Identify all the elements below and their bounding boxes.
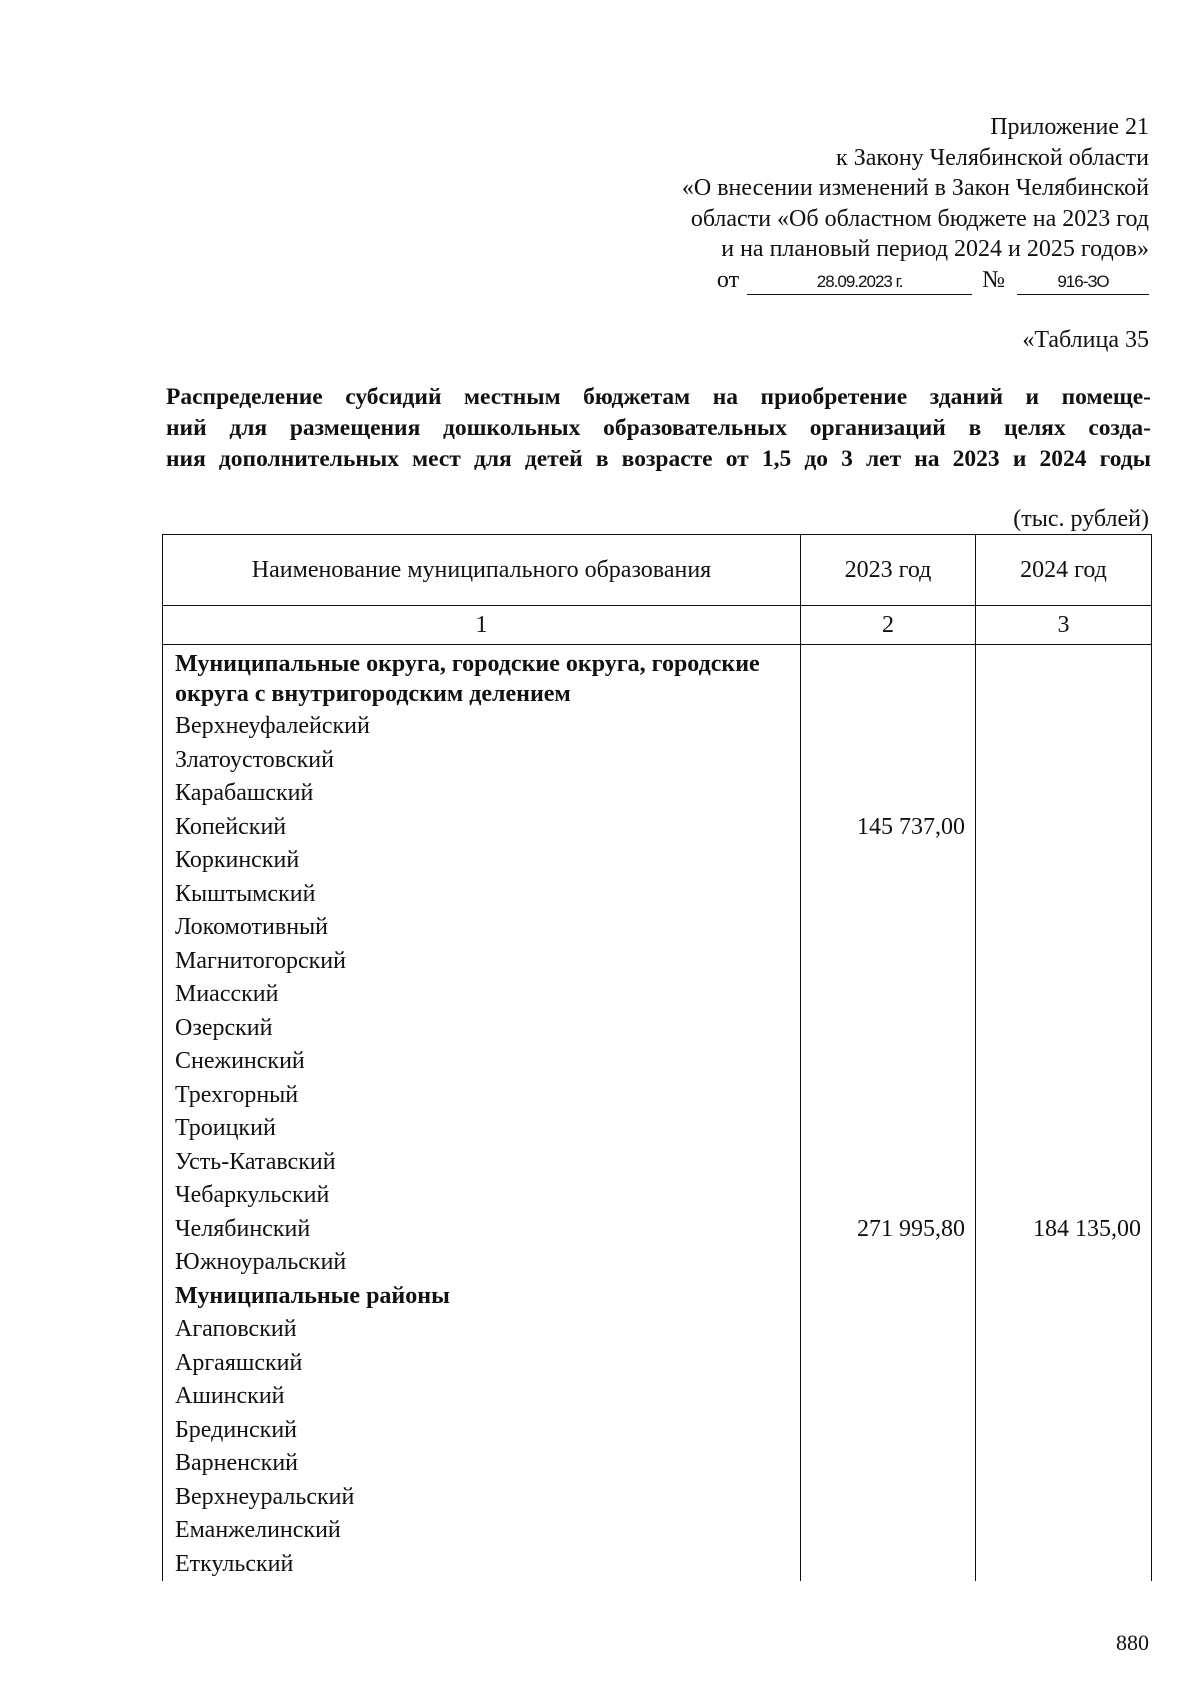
units-label: (тыс. рублей) xyxy=(1013,506,1149,532)
value-2023-cell xyxy=(801,945,975,979)
municipality-name: Верхнеуфалейский xyxy=(175,713,370,739)
value-2024-cell xyxy=(976,1447,1151,1481)
value-2024-cell xyxy=(976,911,1151,945)
municipality-name: Кыштымский xyxy=(175,880,316,907)
value-2023-cell xyxy=(801,1481,975,1515)
municipality-name: Брединский xyxy=(175,1416,298,1443)
law-date: 28.09.2023 г. xyxy=(747,270,972,295)
value-2024-cell xyxy=(976,1179,1151,1213)
values-2024-column xyxy=(976,645,1152,1582)
value-2023-cell xyxy=(801,1280,975,1314)
value-2023-cell xyxy=(801,1112,975,1146)
municipality-name: Чебаркульский xyxy=(175,1182,330,1208)
value-2024-cell xyxy=(976,1012,1151,1046)
column-number: 2 xyxy=(801,606,976,645)
value-2024-cell xyxy=(976,978,1151,1012)
municipality-name: Усть-Катавский xyxy=(175,1148,336,1175)
value-2024-cell xyxy=(976,1380,1151,1414)
value-2023-cell xyxy=(801,878,975,912)
value-2023-cell xyxy=(801,1548,975,1582)
group-title-municipal-districts: Муниципальные районы xyxy=(175,1282,450,1309)
value-2024-cell xyxy=(976,1548,1151,1582)
value-2024-cell xyxy=(976,710,1151,744)
values-2023-column xyxy=(801,645,976,1582)
value-2024-cell xyxy=(976,777,1151,811)
appendix-header xyxy=(589,112,1149,295)
table-caption: «Таблица 35 xyxy=(1022,327,1149,353)
municipality-name: Карабашский xyxy=(175,780,314,806)
municipality-name: Коркинский xyxy=(175,847,300,873)
municipality-name: Локомотивный xyxy=(175,914,329,940)
value-2023-cell xyxy=(801,1045,975,1079)
value-2024-cell xyxy=(976,1045,1151,1079)
municipality-name: Агаповский xyxy=(175,1316,297,1342)
column-header-name: Наименование муниципального образования xyxy=(163,535,801,606)
title-line: ния дополнительных мест для детей в возрасте от 1,5 до 3 лет на 2023 и 2024 годы xyxy=(166,446,1151,472)
value-2024-cell xyxy=(976,1246,1151,1280)
header-line: «О внесении изменений в Закон Челябинской xyxy=(681,175,1149,201)
value-2024-cell xyxy=(976,744,1151,778)
header-line: и на плановый период 2024 и 2025 годов» xyxy=(721,236,1149,262)
header-line: к Закону Челябинской области xyxy=(836,144,1149,171)
value-2024-cell xyxy=(976,811,1151,845)
municipality-name: Челябинский xyxy=(175,1215,311,1242)
value-2023-cell: 145 737,00 xyxy=(857,813,965,840)
table-body-row xyxy=(163,645,1152,1582)
law-date-number-line xyxy=(589,265,1149,296)
municipality-name: Озерский xyxy=(175,1014,273,1041)
value-2024-cell xyxy=(976,1112,1151,1146)
value-2024-cell: 184 135,00 xyxy=(1033,1215,1141,1242)
value-2024-cell xyxy=(976,1481,1151,1515)
value-2024-cell xyxy=(976,1313,1151,1347)
value-2024-cell xyxy=(976,844,1151,878)
table-header-row xyxy=(163,535,1152,606)
value-2024-cell xyxy=(976,945,1151,979)
header-line: Приложение 21 xyxy=(990,114,1149,140)
value-2023-cell xyxy=(801,978,975,1012)
municipality-name: Магнитогорский xyxy=(175,947,346,974)
value-2023-cell xyxy=(801,1012,975,1046)
value-2024-cell xyxy=(976,878,1151,912)
value-2023-cell xyxy=(801,911,975,945)
value-2023-cell xyxy=(801,1146,975,1180)
page-number: 880 xyxy=(1116,1630,1149,1655)
value-2023-cell xyxy=(801,1179,975,1213)
number-sign: № xyxy=(982,266,1005,293)
municipality-name: Златоустовский xyxy=(175,746,334,773)
value-2023-cell xyxy=(801,1414,975,1448)
ot-label: от xyxy=(716,266,740,293)
value-2023-cell xyxy=(801,1380,975,1414)
header-line: области «Об областном бюджете на 2023 год xyxy=(690,205,1149,232)
title-line: Распределение субсидий местным бюджетам на приобретение зданий и помеще- xyxy=(166,384,1151,410)
municipality-name: Аргаяшский xyxy=(175,1349,303,1376)
value-2024-cell xyxy=(976,1079,1151,1113)
value-2024-cell xyxy=(976,1146,1151,1180)
value-2023-cell xyxy=(801,1313,975,1347)
municipality-name: Миасский xyxy=(175,981,279,1007)
column-header-2023: 2023 год xyxy=(801,535,976,606)
value-2023-cell xyxy=(801,844,975,878)
municipality-name: Трехгорный xyxy=(175,1081,299,1108)
value-2023-cell xyxy=(801,1514,975,1548)
value-2024-cell xyxy=(976,1514,1151,1548)
value-2023-cell xyxy=(801,744,975,778)
value-2024-cell xyxy=(976,1347,1151,1381)
value-2024-cell xyxy=(976,1280,1151,1314)
value-2023-cell xyxy=(801,710,975,744)
column-number-row xyxy=(163,606,1152,645)
column-header-2024: 2024 год xyxy=(976,535,1152,606)
municipality-name: Варненский xyxy=(175,1450,298,1476)
municipality-name: Троицкий xyxy=(175,1115,276,1141)
group-title-municipal-okrugs: Муниципальные округа, городские округа, городские округа с внутригородским делением xyxy=(175,651,760,707)
names-column xyxy=(163,645,801,1582)
value-2024-cell xyxy=(976,1414,1151,1448)
value-2023-cell xyxy=(801,777,975,811)
municipality-name: Ашинский xyxy=(175,1383,285,1409)
title-line: ний для размещения дошкольных образовательных организаций в целях созда- xyxy=(166,415,1151,441)
value-2023-cell xyxy=(801,1447,975,1481)
column-number: 1 xyxy=(163,606,801,645)
municipality-name: Еткульский xyxy=(175,1550,294,1577)
value-2023-cell xyxy=(801,1246,975,1280)
municipality-name: Южноуральский xyxy=(175,1249,347,1275)
document-title xyxy=(166,382,1151,475)
municipality-name: Копейский xyxy=(175,813,287,840)
municipality-name: Верхнеуральский xyxy=(175,1483,355,1510)
subsidy-table xyxy=(162,534,1152,1581)
value-2023-cell: 271 995,80 xyxy=(857,1215,965,1242)
municipality-name: Снежинский xyxy=(175,1048,305,1074)
column-number: 3 xyxy=(976,606,1152,645)
value-2023-cell xyxy=(801,1079,975,1113)
law-number: 916-ЗО xyxy=(1017,270,1149,295)
value-2023-cell xyxy=(801,1347,975,1381)
municipality-name: Еманжелинский xyxy=(175,1517,341,1543)
